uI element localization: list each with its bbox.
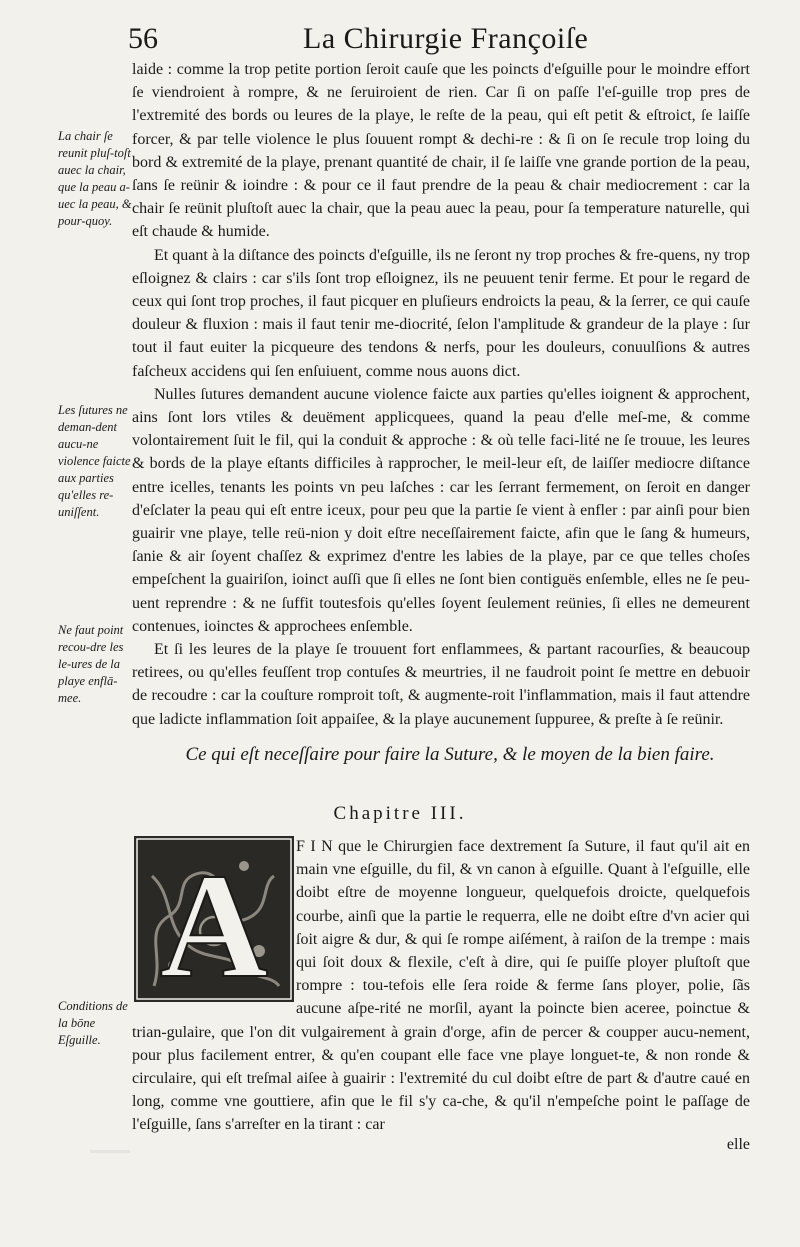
margin-note-eſguille: Conditions de la bōne Eſguille.: [58, 999, 128, 1047]
section-heading: Ce qui eſt neceſſaire pour faire la Suture, & le moyen de la bien faire.: [185, 744, 715, 765]
margin-note-chair: La chair ſe reunit pluſ-toſt auec la chair, que la peau a-uec la peau, & pour-quoy.: [58, 129, 132, 228]
paragraph-3: Nulles ſutures demandent aucune violence faicte aux parties qu'elles ioignent & approchent, ains ſont lors vtiles & deuëment applicquees, quand la peau d'elle meſ-me, & comme volontairement ſuit le fil, qui la conduit & approche : & où telle faci-lité ne ſe trouue, les leures & bords de la playe eſtants difficiles à rapprocher, le meil-leur eſt, de laiſſer mediocre diſtance entre icelles, tenants les points vn peu laſches : car les ſerrant fermement, on ſeroit en danger d'eſclater la peau qui eſt entre iceux, pour peu que la partie ſe vient à enfler : par ainſi pour bien guairir vne playe, telle reü-nion y doit eſtre neceſſairement faicte, afin que le ſang & humeurs, ſanie & air ſoyent chaſſez & exprimez d'entre les labies de la playe, par ce que telles choſes empeſchent la guairiſon, ioinct auſſi que ſi elles ne ſont bien contiguës enſemble, elles ne ſe peu-uent reprendre : & ne ſuffit toutesfois qu'elles ſoyent ſeulement reünies, ſi elles ne demeurent contenues, ioinctes & approchees enſemble.: [132, 385, 750, 635]
catchword: elle: [726, 1136, 750, 1153]
paragraph-4: Et ſi les leures de la playe ſe trouuent fort enflammees, & partant racourſies, & beaucoup retirees, ou qu'elles feuſſent trop contuſes & meurtries, il ne faudroit point ſe mettre en debuoir de recoudre : car la couſture romproit toſt, & augmente-roit l'inflammation, mais il faut attendre que ladicte inflammation ſoit appaiſee, & la playe aucunement ſuppuree, & preſte à ſe reünir.: [132, 641, 750, 728]
running-title: La Chirurgie Françoiſe: [303, 22, 589, 55]
main-text: [132, 58, 750, 731]
paragraph-2: Et quant à la diſtance des poincts d'eſguille, ils ne ſeront ny trop proches & fre-quens, ny trop eſloignez & clairs : car s'ils ſont trop eſloignez, ils ne peuuent tenir ferme. Et pour le regard de ceux qui ſont trop proches, il faut picquer en pluſieurs endroicts la peau, & la ſerrer, ce qui cauſe douleur & fluxion : mais il faut tenir me-diocrité, ſelon l'amplitude & grandeur de la playe : ſur tout il faut euiter la picqueure des tendons & nerfs, pour les douleurs, conuulſions & autres faſcheux accidens qui ſen enſuiuent, comme nous auons dict.: [132, 246, 750, 380]
chapter-paragraph: F I N que le Chirurgien face dextrement ſa Suture, il faut qu'il ait en main vne eſguille, du fil, & vn canon à eſguille. Quant à l'eſguille, elle doibt eſtre de moyenne longueur, quelquefois droicte, quelquefois courbe, ainſi que la partie le requerra, elle ne doibt eſtre d'vn acier qui ſoit aigre & dur, & qui ſe rompe aiſément, à raiſon de la trempe : mais qui ſoit doux & flexile, c'eſt à dire, qui ſe puiſſe ployer pluſtoſt que rompre : tou-tefois elle ſera roide & ferme ſans ployer, polie, ſãs aucune aſpe-rité ne morſil, ayant la poincte bien aceree, poinctue & trian-gulaire, que l'on dit vulgairement à grain d'orge, afin de percer & coupper aucu-nement, pour plus facilement entrer, & qu'en coupant elle face vne playe longuet-te, & non ronde & circulaire, qui eſt treſmal aiſee à guairir : l'extremité du cul doibt eſtre de part & d'autre caué en long, comme vne gouttiere, afin que le fil s'y ca-che, & qu'il n'empeſche point le paſſage de l'eſguille, ſans s'arreſter en la tirant : car: [132, 838, 750, 1134]
chapter-text: [132, 835, 750, 1137]
paper-stain: [90, 1150, 130, 1153]
chapter-heading: Chapitre III.: [333, 803, 467, 824]
page-number: 56: [128, 22, 158, 55]
paragraph-1: laide : comme la trop petite portion ſeroit cauſe que les poincts d'eſguille pour le moindre effort ſe viendroient à rompre, & ne ſeruiroient de rien. Car ſi on paſſe l'eſ-guille trop pres de l'extremité des bords ou leures de la playe, le reſte de la peau, qui eſt petit & eſtroict, ſe laiſſe forcer, & par telle violence le plus ſouuent rompt & dechi-re : & ſi on ſe recule trop loing du bord & extremité de la playe, prenant quantité de chair, il ſe laiſſe vne grande portion de la peau, ſans ſe reünir & ioindre : & pour ce il faut prendre de la peau & chair mediocrement : car la chair ſe reünit pluſtoſt auec la chair, que la peau auec la peau, pour ſa temperature naturelle, qui eſt chaude & humide.: [132, 61, 750, 241]
initial-letter: A: [159, 843, 269, 1002]
initial-spacer: [132, 835, 296, 1001]
margin-note-sutures: Les ſutures ne deman-dent aucu-ne violence faicte aux parties qu'elles re-uniſſent.: [58, 403, 131, 519]
margin-note-leures: Ne faut point recou-dre les le-ures de la playe enflā-mee.: [58, 623, 124, 705]
